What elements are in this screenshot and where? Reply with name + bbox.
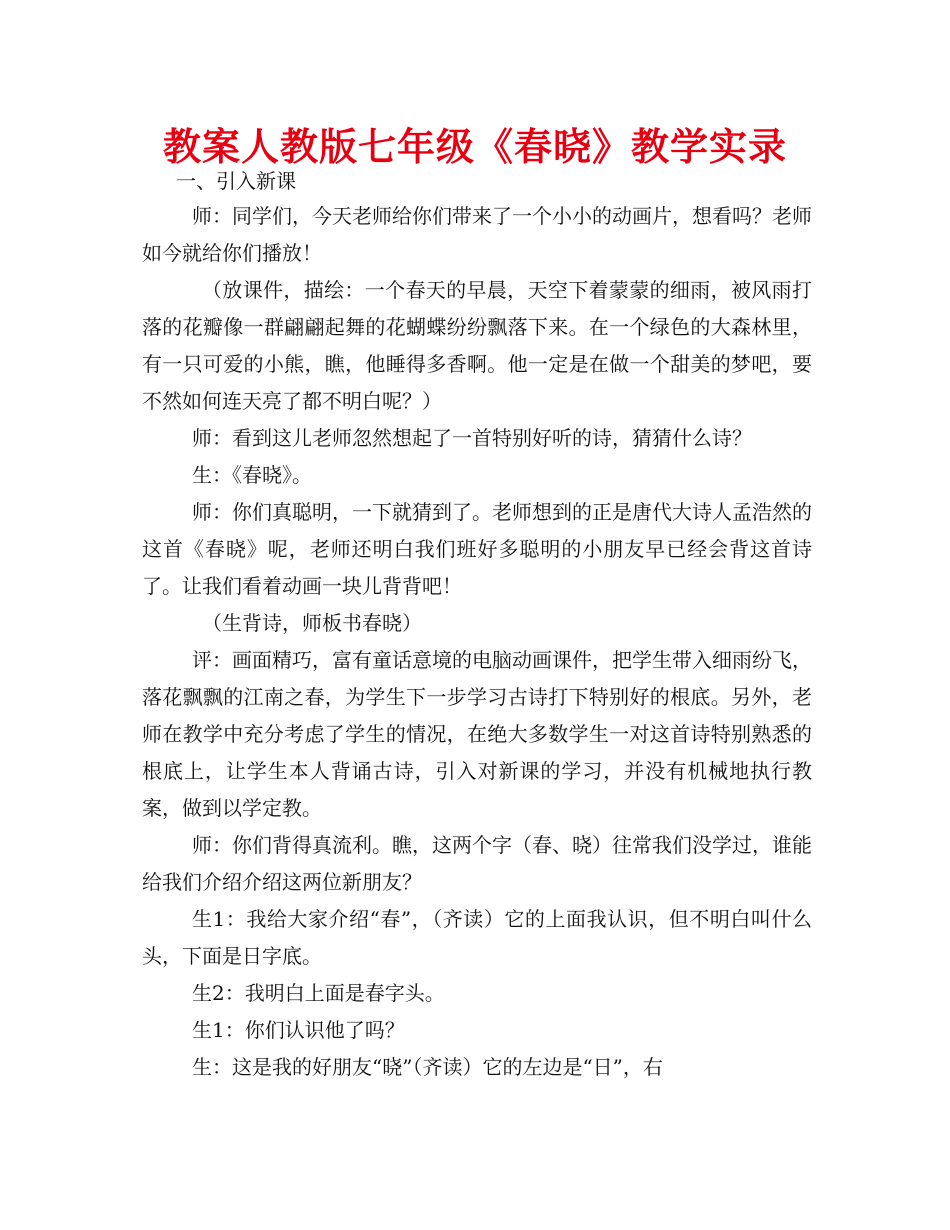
paragraph: 生1：我给大家介绍“春”，（齐读）它的上面我认识，但不明白叫什么头，下面是日字底。 <box>142 907 812 968</box>
paragraph: 师：你们背得真流利。瞧，这两个字（春、晓）往常我们没学过，谁能给我们介绍介绍这两位新朋友？ <box>142 833 812 894</box>
paragraph: 生1：你们认识他了吗？ <box>192 1018 405 1042</box>
paragraph: 师：你们真聪明，一下就猜到了。老师想到的正是唐代大诗人孟浩然的这首《春晓》呢，老师还明白我们班好多聪明的小朋友早已经会背这首诗了。让我们看着动画一块儿背背吧！ <box>142 500 812 598</box>
paragraph: 生：这是我的好朋友“晓”（齐读）它的左边是“日”，右 <box>192 1055 663 1079</box>
paragraph: 生2：我明白上面是春字头。 <box>192 981 445 1005</box>
paragraph: 师：看到这儿老师忽然想起了一首特别好听的诗，猜猜什么诗？ <box>192 426 752 450</box>
paragraph: （放课件，描绘：一个春天的早晨，天空下着蒙蒙的细雨，被风雨打落的花瓣像一群翩翩起舞的花蝴蝶纷纷飘落下来。在一个绿色的大森林里，有一只可爱的小熊，瞧，他睡得多香啊。他一定是在做一个甜美的梦吧，要不然如何连天亮了都不明白呢？） <box>142 278 812 413</box>
section-heading: 一、引入新课 <box>176 169 296 193</box>
paragraph: 师：同学们，今天老师给你们带来了一个小小的动画片，想看吗？老师如今就给你们播放！ <box>142 204 812 265</box>
paragraph: 评：画面精巧，富有童话意境的电脑动画课件，把学生带入细雨纷飞，落花飘飘的江南之春，为学生下一步学习古诗打下特别好的根底。另外，老师在教学中充分考虑了学生的情况，在绝大多数学生一对这首诗特别熟悉的根底上，让学生本人背诵古诗，引入对新课的学习，并没有机械地执行教案，做到以学定教。 <box>142 648 812 820</box>
paragraph: 生：《春晓》。 <box>192 463 312 487</box>
document-body <box>142 198 812 1086</box>
paragraph: （生背诗，师板书春晓） <box>202 611 422 635</box>
document-title: 教案人教版七年级《春晓》教学实录 <box>162 125 787 169</box>
